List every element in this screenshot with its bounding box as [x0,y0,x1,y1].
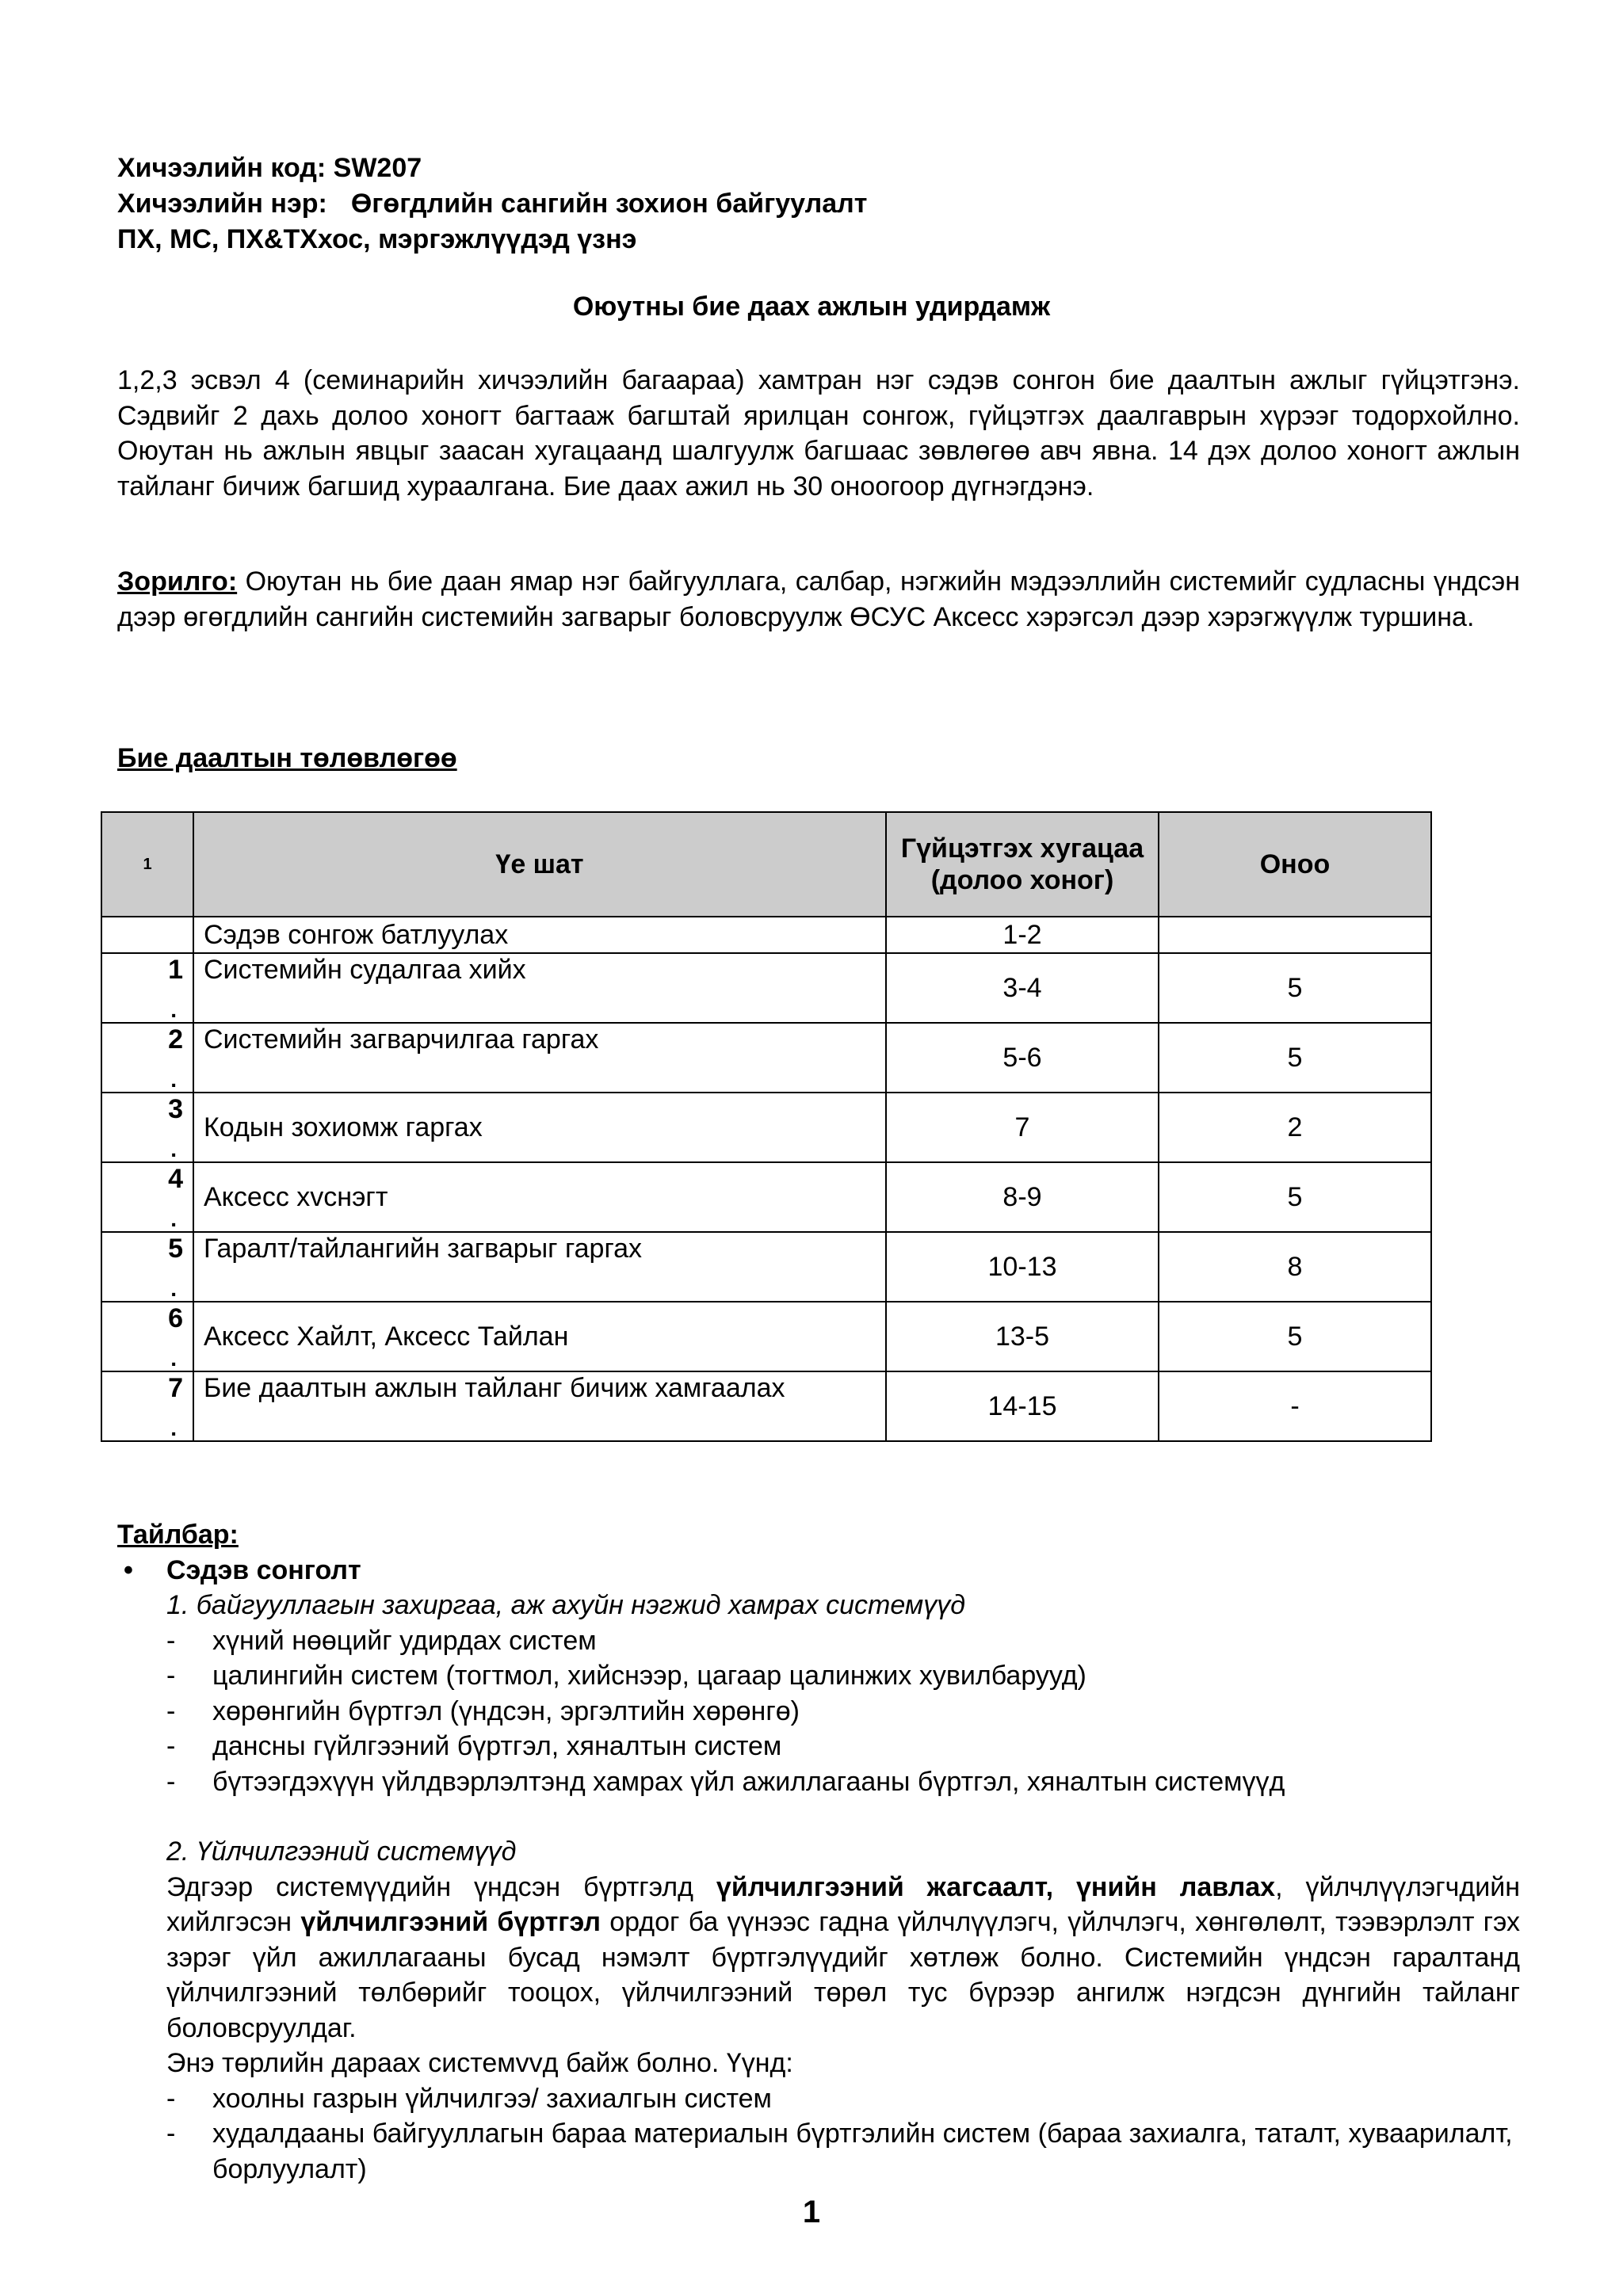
row-weeks: 13-5 [886,1302,1159,1371]
header-stage: Үе шат [193,812,886,917]
row-stage: Системийн загварчилгаа гаргах [193,1023,886,1093]
bullet-text: Сэдэв сонголт [166,1554,361,1585]
row-score: 5 [1159,953,1431,1023]
row-weeks: 14-15 [886,1371,1159,1441]
row-score: 5 [1159,1023,1431,1093]
row-weeks: 10-13 [886,1232,1159,1302]
list-item: - хүний нөөцийг удирдах систем [117,1623,1520,1659]
row-stage: Кодын зохиомж гаргах [193,1093,886,1162]
table-row [101,917,1431,953]
row-stage: Сэдэв сонгож батлуулах [193,917,886,953]
table-row [101,1023,1431,1093]
row-score: - [1159,1371,1431,1441]
row-number: 6 . [101,1302,193,1371]
row-stage: Системийн судалгаа хийх [193,953,886,1023]
dash-icon: - [166,2083,176,2114]
group2-intro: Энэ төрлийн дараах системvvд байж болно. Үүнд: [166,2048,793,2078]
row-weeks: 5-6 [886,1023,1159,1093]
group2-title: 2. Үйлчилгээний системүүд [166,1836,517,1867]
page-number: 1 [802,2195,821,2229]
group1-title: 1. байгууллагын захиргаа, аж ахуйн нэгжид хамрах системүүд [166,1590,965,1620]
course-name: Өгөгдлийн сангийн зохион байгуулалт [350,189,868,219]
goal-label: Зорилго: [117,566,238,597]
row-score: 2 [1159,1093,1431,1162]
dash-icon: - [166,1625,176,1656]
row-weeks: 8-9 [886,1162,1159,1232]
table-row [101,953,1431,1023]
row-stage: Аксесс хvснэгт [193,1162,886,1232]
row-stage: Бие даалтын ажлын тайланг бичиж хамгаалах [193,1371,886,1441]
list-item: - худалдааны байгууллагын бараа материалын бүртгэлийн систем (бараа захиалга, таталт, хуваарилалт, борлуулалт) [117,2116,1520,2187]
row-score: 5 [1159,1302,1431,1371]
header-number: 1 [101,812,193,917]
group2-paragraph: Эдгээр системүүдийн үндсэн бүртгэлд үйлчилгээний жагсаалт, үнийн лавлах, үйлчлүүлэгчдийн хийлгэсэн үйлчилгээний бүртгэл ордог ба үүнээс гадна үйлчлүүлэгч, үйлчлэгч, хөнгөлөлт, тээвэрлэлт гэх зэрэг үйл ажиллагааны бусад нэмэлт бүртгэлүүдийг хөтлөж болно. Системийн үндсэн гаралтанд үйлчилгээний төлбөрийг тооцох, үйлчилгээний төрөл тус бүрээр ангилж нэгдсэн дүнгийн тайланг боловсруулдаг. [166,1871,1521,2043]
table-row [101,1232,1431,1302]
row-score: 8 [1159,1232,1431,1302]
course-code: SW207 [333,153,422,183]
notes-section [117,1517,1520,2187]
notes-bullet [117,1553,1520,1589]
course-code-line [117,151,867,186]
bullet-icon: • [124,1554,133,1585]
list-item: - хоолны газрын үйлчилгээ/ захиалгын систем [117,2081,1520,2117]
list-item: - дансны гүйлгээний бүртгэл, хяналтын систем [117,1729,1520,1764]
table-row [101,1302,1431,1371]
row-stage: Аксесс Хайлт, Аксесс Тайлан [193,1302,886,1371]
row-weeks: 1-2 [886,917,1159,953]
row-stage: Гаралт/тайлангийн загварыг гаргах [193,1232,886,1302]
row-number: 1 . [101,953,193,1023]
list-item: - бүтээгдэхүүн үйлдвэрлэлтэнд хамрах үйл ажиллагааны бүртгэл, хяналтын системүүд [117,1764,1520,1800]
goal-paragraph [117,564,1520,635]
row-score [1159,917,1431,953]
course-name-label: Хичээлийн нэр: [117,189,327,219]
row-weeks: 3-4 [886,953,1159,1023]
row-weeks: 7 [886,1093,1159,1162]
plan-title: Бие даалтын төлөвлөгөө [117,743,457,773]
row-number: 5 . [101,1232,193,1302]
row-number: 2 . [101,1023,193,1093]
intro-paragraph: 1,2,3 эсвэл 4 (семинарийн хичээлийн багаараа) хамтран нэг сэдэв сонгон бие даалтын ажлыг гүйцэтгэнэ. Сэдвийг 2 дахь долоо хоногт багтааж багштай ярилцан сонгож, гүйцэтгэх даалгаврын хүрээг тодорхойлно. Оюутан нь ажлын явцыг заасан хугацаанд шалгуулж багшаас зөвлөгөө авч явна. 14 дэх долоо хоногт ажлын тайланг бичиж багшид хураалгана. Бие даах ажил нь 30 оноогоор дүгнэгдэнэ. [117,365,1520,502]
dash-icon: - [166,1766,176,1797]
row-score: 5 [1159,1162,1431,1232]
row-number: 7 . [101,1371,193,1441]
list-item: - хөрөнгийн бүртгэл (үндсэн, эргэлтийн хөрөнгө) [117,1694,1520,1730]
header-duration: Гүйцэтгэх хугацаа (долоо хоног) [886,812,1159,917]
goal-text: Оюутан нь бие даан ямар нэг байгууллага, салбар, нэгжийн мэдээллийн системийг судласны үндсэн дээр өгөгдлийн сангийн системийн загварыг боловсруулж ӨСУС Аксесс хэрэгсэл дээр хэрэгжүүлж туршина. [117,566,1520,632]
row-number [101,917,193,953]
document-header [117,151,867,257]
list-item: - цалингийн систем (тогтмол, хийснээр, цагаар цалинжих хувилбарууд) [117,1658,1520,1694]
plan-table [101,811,1432,1442]
course-code-label: Хичээлийн код: [117,153,327,183]
course-name-line [117,186,867,222]
dash-icon: - [166,1661,176,1691]
dash-icon: - [166,1695,176,1726]
row-number: 4 . [101,1162,193,1232]
page-title: Оюутны бие даах ажлын удирдамж [572,292,1051,322]
plan-table-header [101,812,1431,917]
table-row [101,1371,1431,1441]
audience-line: ПХ, МС, ПХ&ТХхос, мэргэжлүүдэд үзнэ [117,224,637,254]
dash-icon: - [166,1731,176,1761]
row-number: 3 . [101,1093,193,1162]
table-row [101,1093,1431,1162]
notes-title: Тайлбар: [117,1520,239,1550]
table-row [101,1162,1431,1232]
dash-icon: - [166,2119,176,2149]
header-score: Оноо [1159,812,1431,917]
